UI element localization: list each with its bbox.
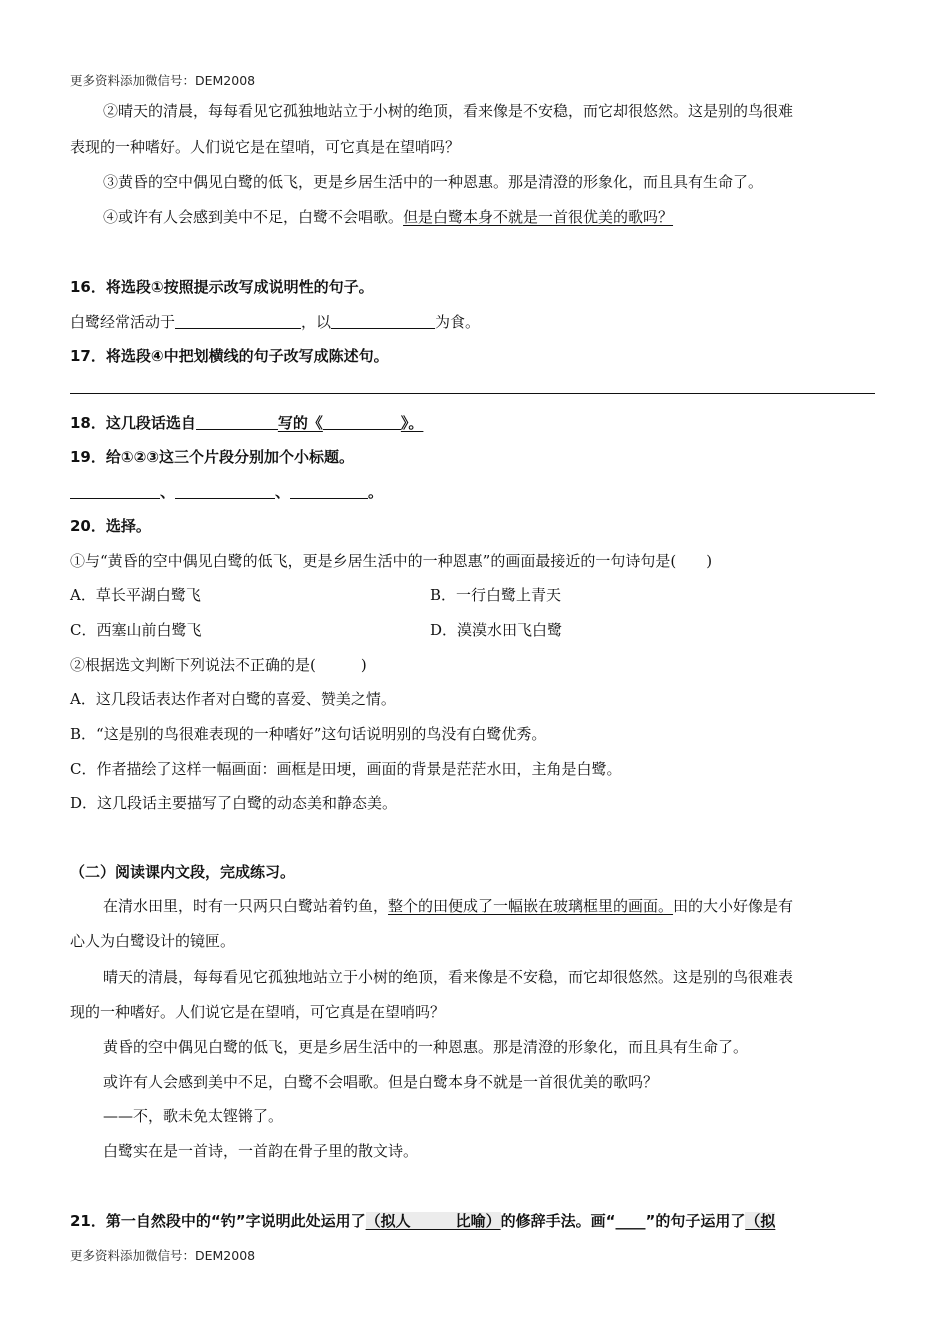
question-17-title: 17．将选段④中把划横线的句子改写成陈述句。: [70, 347, 389, 365]
q19-blank-1[interactable]: [70, 482, 160, 499]
q20-sub2-option-b[interactable]: B．“这是别的鸟很难表现的一种嗜好”这句话说明别的鸟没有白鹭优秀。: [70, 725, 547, 743]
section2-para6: 白鹭实在是一首诗，一首韵在骨子里的散文诗。: [103, 1142, 419, 1160]
para4-text: ④或许有人会感到美中不足，白鹭不会唱歌。: [103, 208, 404, 226]
section2-para2-line1: 晴天的清晨，每每看见它孤独地站立于小树的绝顶，看来像是不安稳，而它却很悠然。这是别的鸟很难表: [103, 968, 794, 986]
q21-answer-options-2[interactable]: （拟: [745, 1212, 776, 1230]
q21-text-c: 的修辞手法。画“: [500, 1212, 616, 1230]
q21-text-a: 21．第一自然段中的“钓”字说明此处运用了: [70, 1212, 366, 1230]
passage1-para2-line1: ②晴天的清晨，每每看见它孤独地站立于小树的绝顶，看来像是不安稳，而它却很悠然。这是别的鸟很难: [103, 102, 794, 120]
q17-answer-line[interactable]: [70, 393, 875, 394]
q18-text-b: 写的《: [277, 414, 323, 432]
q20-sub2-option-d[interactable]: D．这几段话主要描写了白鹭的动态美和静态美。: [70, 794, 398, 812]
q18-text-a: 18．这几段话选自: [70, 414, 196, 432]
q18-title-blank[interactable]: [323, 413, 401, 430]
q21-answer-options[interactable]: （拟人 比喻）: [365, 1212, 501, 1230]
passage1-para4: [103, 207, 673, 227]
q20-sub1-option-c[interactable]: C．西塞山前白鹭飞: [70, 621, 202, 639]
q18-author-blank[interactable]: [196, 413, 278, 430]
q21-underline-mark: ____: [615, 1212, 646, 1230]
page-header: 更多资料添加微信号：DEM2008: [70, 73, 256, 88]
section-2-title: （二）阅读课内文段，完成练习。: [70, 863, 296, 881]
q16-text-c: 为食。: [435, 313, 481, 331]
q18-text-c: 》。: [400, 414, 424, 432]
s2p1-text-a: 在清水田里，时有一只两只白鹭站着钓鱼，: [103, 897, 389, 915]
question-19-title: 19．给①②③这三个片段分别加个小标题。: [70, 448, 354, 466]
s2p1-text-c: 田的大小好像是有: [673, 897, 794, 915]
q16-text-a: 白鹭经常活动于: [70, 313, 176, 331]
q20-sub1-option-a[interactable]: A．草长平湖白鹭飞: [70, 586, 201, 604]
q16-blank-1[interactable]: [175, 312, 301, 329]
question-16-answer-line: [70, 312, 480, 332]
passage1-para2-line2: 表现的一种嗜好。人们说它是在望哨，可它真是在望哨吗？: [70, 138, 461, 156]
s2p1-underlined-sentence: 整个的田便成了一幅嵌在玻璃框里的画面。: [388, 897, 674, 915]
question-21: [70, 1211, 775, 1231]
q21-text-e: ”的句子运用了: [645, 1212, 746, 1230]
q19-blank-2[interactable]: [175, 482, 275, 499]
q20-sub2-option-c[interactable]: C．作者描绘了这样一幅画面：画框是田埂，画面的背景是茫茫水田，主角是白鹭。: [70, 760, 622, 778]
q19-sep-2: 、: [275, 483, 291, 501]
q19-sep-1: 、: [160, 483, 176, 501]
question-19-answer-line: [70, 482, 383, 502]
q20-sub2-stem: ②根据选文判断下列说法不正确的是( ): [70, 656, 367, 674]
q16-blank-2[interactable]: [331, 312, 435, 329]
question-18: [70, 413, 423, 433]
question-16-title: 16．将选段①按照提示改写成说明性的句子。: [70, 278, 374, 296]
section2-para1-line2: 心人为白鹭设计的镜匣。: [70, 932, 236, 950]
section2-para1-line1: [103, 896, 793, 916]
para4-underlined-sentence: 但是白鹭本身不就是一首很优美的歌吗？: [403, 208, 674, 226]
section2-para3: 黄昏的空中偶见白鹭的低飞，更是乡居生活中的一种恩惠。那是清澄的形象化，而且具有生命了。: [103, 1038, 749, 1056]
q19-end: 。: [368, 483, 384, 501]
section2-para2-line2: 现的一种嗜好。人们说它是在望哨，可它真是在望哨吗？: [70, 1003, 446, 1021]
q20-sub1-stem: ①与“黄昏的空中偶见白鹭的低飞，更是乡居生活中的一种恩惠”的画面最接近的一句诗句是( ): [70, 552, 713, 570]
question-20-title: 20．选择。: [70, 517, 151, 535]
q20-sub1-option-d[interactable]: D．漠漠水田飞白鹭: [430, 621, 563, 639]
section2-para5: ——不，歌未免太铿锵了。: [103, 1107, 284, 1125]
q20-sub1-option-b[interactable]: B．一行白鹭上青天: [430, 586, 562, 604]
q19-blank-3[interactable]: [290, 482, 368, 499]
q16-text-b: ，以: [301, 313, 332, 331]
section2-para4: 或许有人会感到美中不足，白鹭不会唱歌。但是白鹭本身不就是一首很优美的歌吗？: [103, 1073, 659, 1091]
passage1-para3: ③黄昏的空中偶见白鹭的低飞，更是乡居生活中的一种恩惠。那是清澄的形象化，而且具有生命了。: [103, 173, 764, 191]
page-footer: 更多资料添加微信号：DEM2008: [70, 1248, 256, 1263]
q20-sub2-option-a[interactable]: A．这几段话表达作者对白鹭的喜爱、赞美之情。: [70, 690, 396, 708]
